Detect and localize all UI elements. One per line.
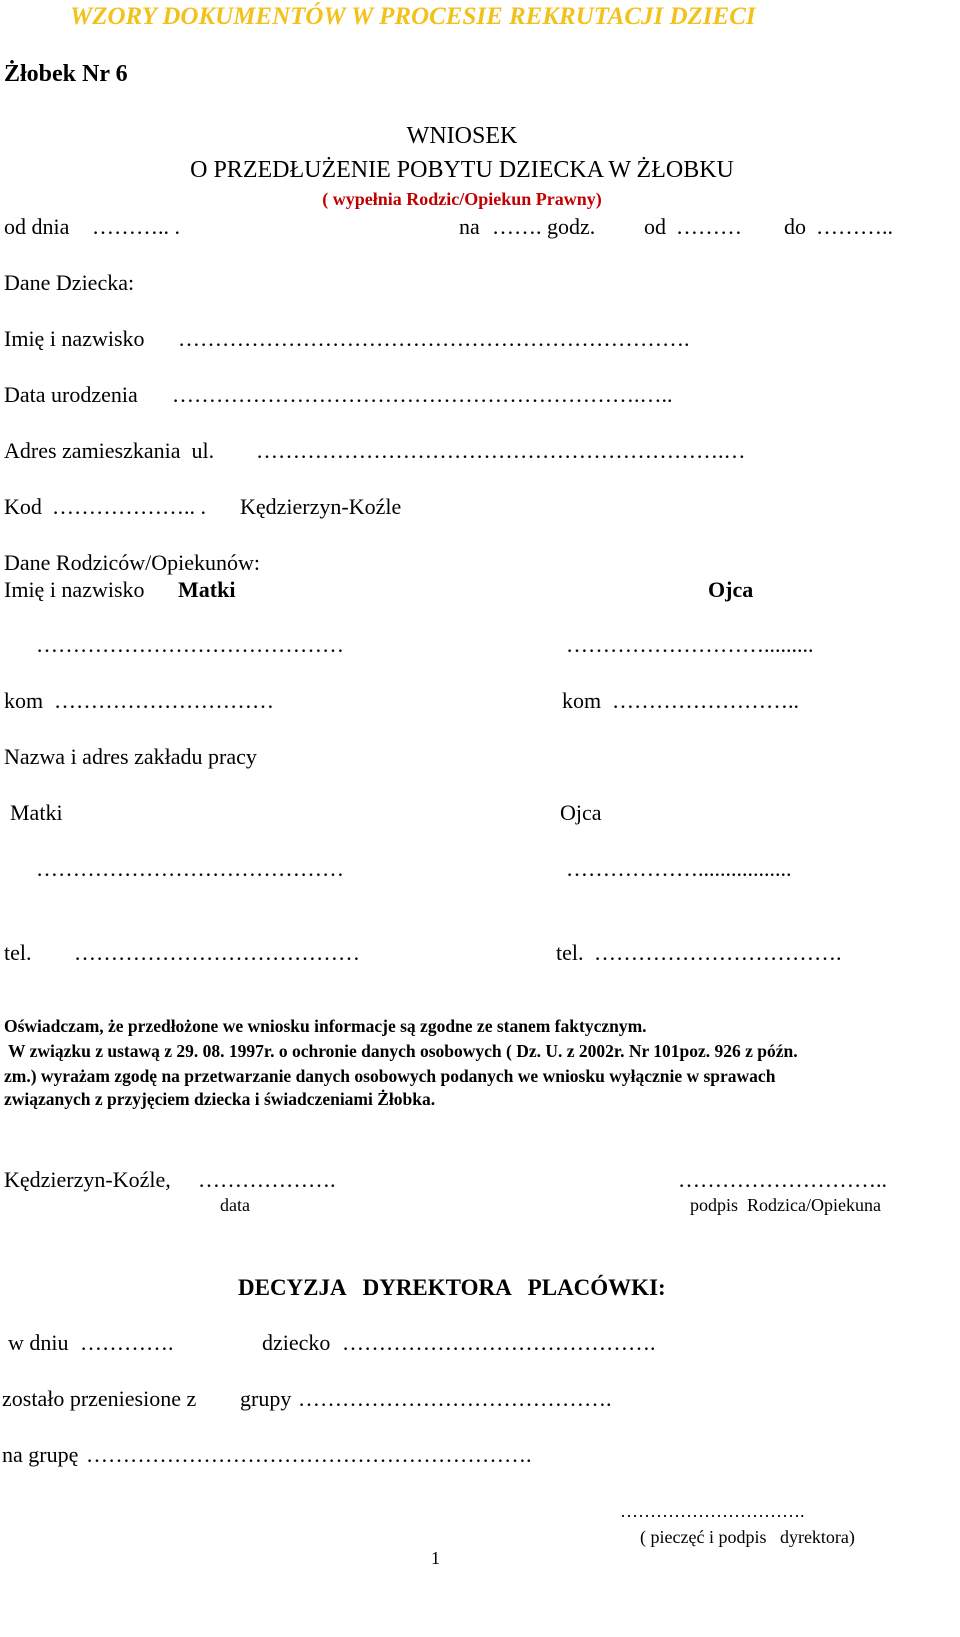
hour-from-label: od (644, 214, 666, 239)
page-number: 1 (431, 1548, 440, 1568)
father-workplace-field[interactable]: ………………................. (566, 856, 792, 881)
declaration-line-3: zm.) wyrażam zgodę na przetwarzanie danych osobowych podanych we wniosku wyłącznie w sprawach (4, 1066, 776, 1086)
parent-name-label: Imię i nazwisko (4, 577, 145, 602)
director-signature-label: ( pieczęć i podpis dyrektora) (640, 1527, 855, 1547)
mother-tel-label: tel. (4, 940, 32, 965)
on-label: na (459, 214, 480, 239)
workplace-father-label: Ojca (560, 800, 602, 825)
decision-day-field[interactable]: …………. (80, 1330, 174, 1355)
father-tel-label: tel. (556, 940, 584, 965)
mother-phone-label: kom (4, 688, 44, 713)
address-label: Adres zamieszkania ul. (4, 438, 215, 463)
father-column-label: Ojca (708, 577, 754, 602)
decision-group-field[interactable]: ……………………………………. (298, 1386, 612, 1411)
mother-workplace-field[interactable]: …………………………………… (36, 856, 344, 881)
mother-column-label: Matki (178, 577, 236, 602)
declaration-line-1: Oświadczam, że przedłożone we wniosku informacje są zgodne ze stanem faktycznym. (4, 1016, 647, 1036)
decision-to-group-label: na grupę (2, 1442, 79, 1467)
mother-tel-field[interactable]: ………………………………… (74, 940, 360, 965)
address-field[interactable]: ……………………………………………………….… (256, 438, 746, 463)
decision-to-group-field[interactable]: ……………………………………………………. (86, 1442, 532, 1467)
child-name-label: Imię i nazwisko (4, 326, 145, 351)
decision-child-field[interactable]: ……………………………………. (342, 1330, 656, 1355)
hour-to-field[interactable]: ……….. (816, 214, 893, 239)
decision-moved-label: zostało przeniesione z (2, 1386, 197, 1411)
facility-name: Żłobek Nr 6 (4, 61, 128, 87)
parent-signature-field[interactable]: ……………………….. (678, 1167, 887, 1192)
parent-signature-label: podpis Rodzica/Opiekuna (690, 1195, 881, 1215)
mother-phone-field[interactable]: ………………………… (54, 688, 274, 713)
hour-from-field[interactable]: ……… (676, 214, 742, 239)
hour-to-label: do (784, 214, 806, 239)
from-date-field[interactable]: ……….. . (92, 214, 180, 239)
father-phone-label: kom (562, 688, 602, 713)
father-name-field[interactable]: ………………………......... (566, 632, 814, 657)
city-name: Kędzierzyn-Koźle (240, 494, 402, 519)
parents-section-heading: Dane Rodziców/Opiekunów: (4, 550, 260, 575)
form-note: ( wypełnia Rodzic/Opiekun Prawny) (322, 189, 602, 209)
birth-date-label: Data urodzenia (4, 382, 138, 407)
on-field[interactable]: ……. godz. (492, 214, 596, 239)
declaration-line-2: W związku z ustawą z 29. 08. 1997r. o ochronie danych osobowych ( Dz. U. z 2002r. Nr 101poz. 926 z późn. (4, 1041, 798, 1061)
father-phone-field[interactable]: …………………….. (612, 688, 799, 713)
decision-day-label: w dniu (8, 1330, 69, 1355)
birth-date-field[interactable]: ……………………………………………………….….. (172, 382, 673, 407)
mother-name-field[interactable]: …………………………………… (36, 632, 344, 657)
signature-place: Kędzierzyn-Koźle, (4, 1167, 171, 1192)
workplace-label: Nazwa i adres zakładu pracy (4, 744, 257, 769)
signature-date-label: data (220, 1195, 250, 1215)
from-date-label: od dnia (4, 214, 70, 239)
form-title: WNIOSEK (406, 123, 518, 149)
declaration-line-4: związanych z przyjęciem dziecka i świadczeniami Żłobka. (4, 1089, 436, 1109)
postcode-label: Kod (4, 494, 42, 519)
signature-date-field[interactable]: ………………. (198, 1167, 336, 1192)
decision-group-label: grupy (240, 1386, 292, 1411)
decision-heading: DECYZJA DYREKTORA PLACÓWKI: (238, 1275, 666, 1300)
child-name-field[interactable]: ……………………………………………………………. (178, 326, 690, 351)
series-title: WZORY DOKUMENTÓW W PROCESIE REKRUTACJI DZIECI (70, 3, 756, 30)
postcode-field[interactable]: ……………….. . (52, 494, 206, 519)
father-tel-field[interactable]: ……………………………. (594, 940, 842, 965)
form-subtitle: O PRZEDŁUŻENIE POBYTU DZIECKA W ŻŁOBKU (190, 157, 734, 183)
child-section-heading: Dane Dziecka: (4, 270, 135, 295)
workplace-mother-label: Matki (10, 800, 63, 825)
decision-child-label: dziecko (262, 1330, 331, 1355)
director-signature-field[interactable]: …………………………. (620, 1501, 805, 1521)
